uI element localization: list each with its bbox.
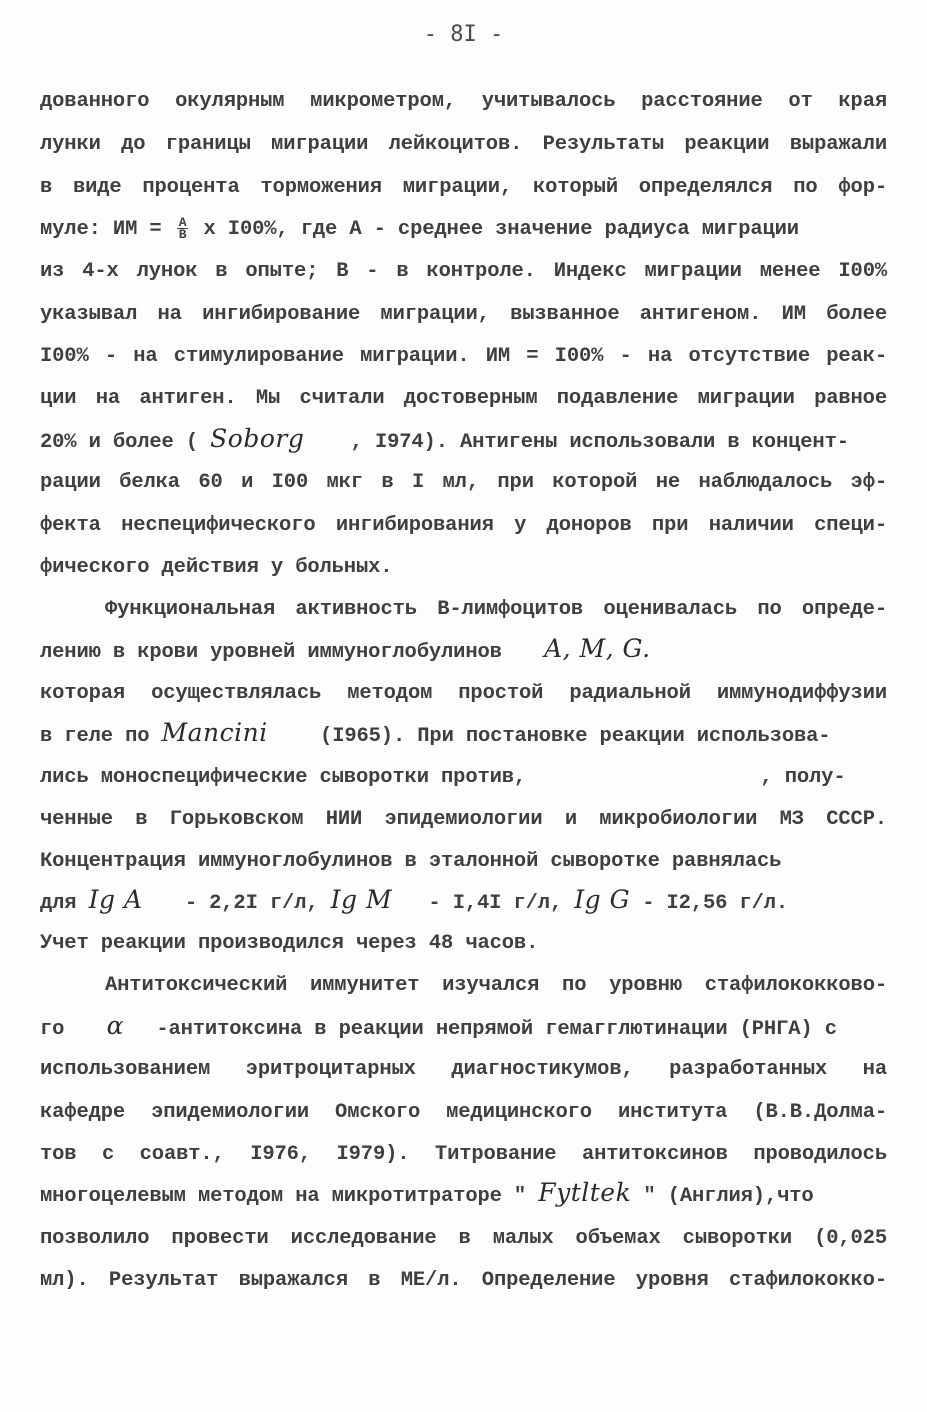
text-line-immunoglobulins (40, 633, 887, 665)
handwritten-iga: Ig A (88, 885, 143, 914)
handwritten-igm: Ig M (330, 885, 393, 914)
conc-igm-value: - I,4I г/л, (428, 892, 563, 915)
text-line-citation (40, 423, 887, 455)
formula-tail: x I00%, где A - среднее значение радиуса миграции (203, 218, 799, 241)
text-line: указывал на ингибирование миграции, вызванное антигеном. ИМ более (40, 303, 887, 326)
conc-iga-value: - 2,2I г/л, (184, 892, 319, 915)
text-line: фического действия у больных. (40, 556, 393, 579)
text-line: из 4-х лунок в опыте; B - в контроле. Индекс миграции менее I00% (40, 260, 887, 283)
citation-lead: 20% и более ( (40, 431, 198, 454)
text-line: которая осуществлялась методом простой радиальной иммунодиффузии (40, 682, 887, 705)
text-line-sera (40, 762, 887, 794)
text-line: кафедре эпидемиологии Омского медицинского института (В.В.Долма- (40, 1101, 887, 1124)
conc-igg-value: - I2,56 г/л. (642, 892, 789, 915)
formula-lead: муле: ИМ = (40, 218, 162, 241)
text-line: Антитоксический иммунитет изучался по уровню стафилококково- (105, 974, 887, 997)
handwritten-author-mancini: Mancini (161, 718, 268, 747)
handwritten-classes-amg: A, M, G. (544, 634, 651, 663)
fraction-numerator: A (178, 215, 187, 231)
citation-tail: , I974). Антигены использовали в концент- (350, 431, 849, 454)
text-line: Учет реакции производился через 48 часов. (40, 932, 539, 955)
text-line: дованного окулярным микрометром, учитывалось расстояние от края (40, 90, 887, 113)
text-line: Концентрация иммуноглобулинов в эталонной сыворотке равнялась (40, 850, 782, 873)
text-line: в виде процента торможения миграции, который определялся по фор- (40, 176, 887, 199)
immunoglobulin-lead: лению в крови уровней иммуноглобулинов (40, 641, 502, 664)
text-line: Функциональная активность В-лимфоцитов оценивалась по опреде- (105, 598, 887, 621)
fraction-denominator: B (178, 227, 187, 243)
text-line: фекта неспецифического ингибирования у доноров при наличии специ- (40, 514, 887, 537)
microtitrator-lead: многоцелевым методом на микротитраторе " (40, 1185, 527, 1208)
text-line: лунки до границы миграции лейкоцитов. Результаты реакции выражали (40, 133, 887, 156)
text-line: позволило провести исследование в малых объемах сыворотки (0,025 (40, 1227, 887, 1250)
text-line-concentrations (40, 884, 887, 916)
microtitrator-tail: " (Англия),что (643, 1185, 814, 1208)
handwritten-igg: Ig G (574, 885, 631, 914)
alpha-tail: -антитоксина в реакции непрямой гемагглютинации (РНГА) с (156, 1018, 837, 1041)
text-line-microtitrator (40, 1177, 887, 1209)
text-line: использованием эритроцитарных диагностикумов, разработанных на (40, 1058, 887, 1081)
page-number: - 8I - (423, 22, 504, 47)
handwritten-fytltek: Fytltek (538, 1178, 632, 1207)
mancini-tail: (I965). При постановке реакции использова- (320, 725, 831, 748)
conc-lead: для (40, 892, 77, 915)
sera-lead: лись моноспецифические сыворотки против, (40, 766, 527, 789)
text-line: I00% - на стимулирование миграции. ИМ = I00% - на отсутствие реак- (40, 345, 887, 368)
fraction-formula (177, 215, 189, 243)
alpha-lead: го (40, 1018, 65, 1041)
text-line-alpha (40, 1010, 887, 1042)
text-line: ченные в Горьковском НИИ эпидемиологии и микробиологии МЗ СССР. (40, 808, 887, 831)
text-line: рации белка 60 и I00 мкг в I мл, при которой не наблюдалось эф- (40, 471, 887, 494)
text-line: мл). Результат выражался в МЕ/л. Определение уровня стафилококко- (40, 1269, 887, 1292)
sera-tail: , полу- (760, 766, 846, 789)
text-line: тов с соавт., I976, I979). Титрование антитоксинов проводилось (40, 1143, 887, 1166)
handwritten-author-soborg: Soborg (210, 424, 305, 453)
text-line-formula (40, 214, 887, 246)
text-line: ции на антиген. Мы считали достоверным подавление миграции равное (40, 387, 887, 410)
handwritten-alpha: α (106, 1011, 125, 1040)
text-line-mancini (40, 717, 887, 749)
mancini-lead: в геле по (40, 725, 150, 748)
